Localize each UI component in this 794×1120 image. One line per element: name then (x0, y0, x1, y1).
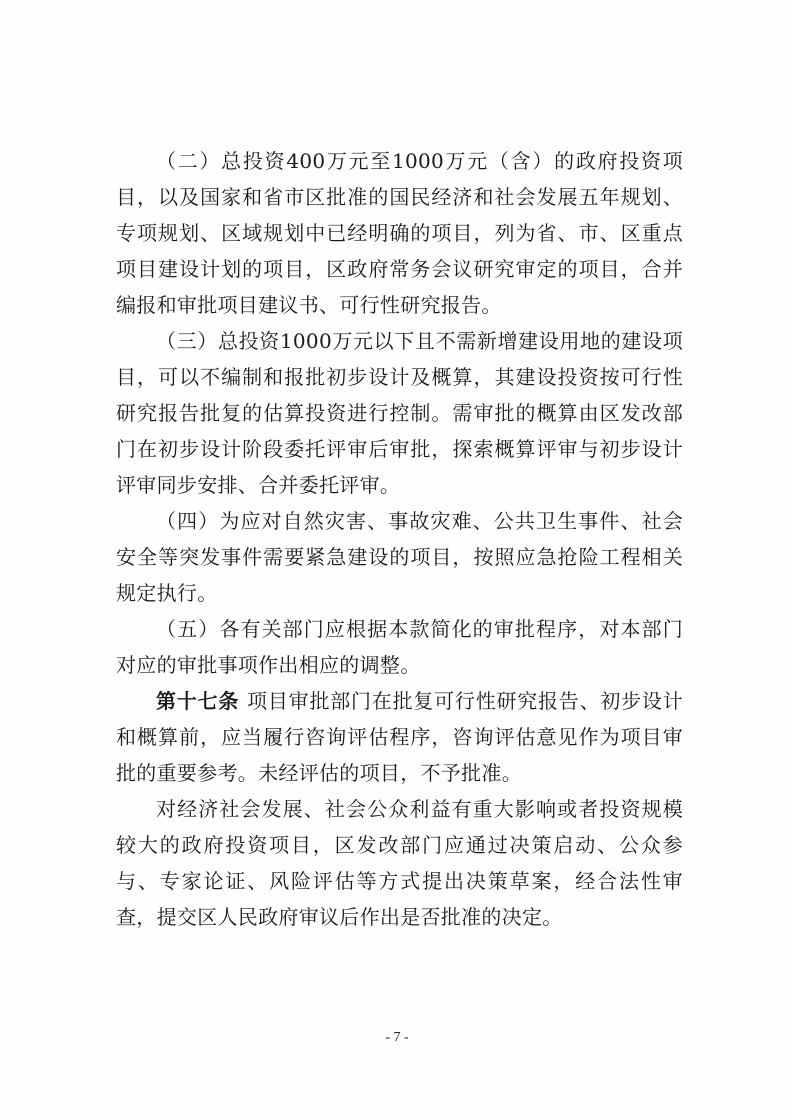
paragraph-text: （四）为应对自然灾害、事故灾难、公共卫生事件、社会安全等突发事件需要紧急建设的项目，按照应急抢险工程相关规定执行。 (116, 509, 683, 605)
paragraph-text: 对经济社会发展、社会公众利益有重大影响或者投资规模较大的政府投资项目，区发改部门应通过决策启动、公众参与、专家论证、风险评估等方式提出决策草案，经合法性审查，提交区人民政府审议后作出是否批准的决定。 (116, 797, 683, 929)
paragraph-text: （二）总投资400万元至1000万元（含）的政府投资项目，以及国家和省市区批准的国民经济和社会发展五年规划、专项规划、区域规划中已经明确的项目，列为省、市、区重点项目建设计划的项目，区政府常务会议研究审定的项目，合并编报和审批项目建议书、可行性研究报告。 (116, 149, 683, 317)
paragraph-item-4 (116, 503, 683, 611)
paragraph-text: （五）各有关部门应根据本款简化的审批程序，对本部门对应的审批事项作出相应的调整。 (116, 617, 683, 677)
article-heading: 第十七条 (156, 689, 240, 713)
article-17-paragraph-2 (116, 791, 683, 935)
article-17 (116, 683, 683, 791)
page-number: - 7 - (385, 1030, 409, 1045)
paragraph-text: 项目审批部门在批复可行性研究报告、初步设计和概算前，应当履行咨询评估程序，咨询评估意见作为项目审批的重要参考。未经评估的项目，不予批准。 (116, 689, 683, 785)
paragraph-text: （三）总投资1000万元以下且不需新增建设用地的建设项目，可以不编制和报批初步设计及概算，其建设投资按可行性研究报告批复的估算投资进行控制。需审批的概算由区发改部门在初步设计阶段委托评审后审批，探索概算评审与初步设计评审同步安排、合并委托评审。 (116, 329, 683, 497)
paragraph-item-5 (116, 611, 683, 683)
paragraph-item-2 (116, 143, 683, 323)
document-body (116, 143, 683, 935)
paragraph-item-3 (116, 323, 683, 503)
